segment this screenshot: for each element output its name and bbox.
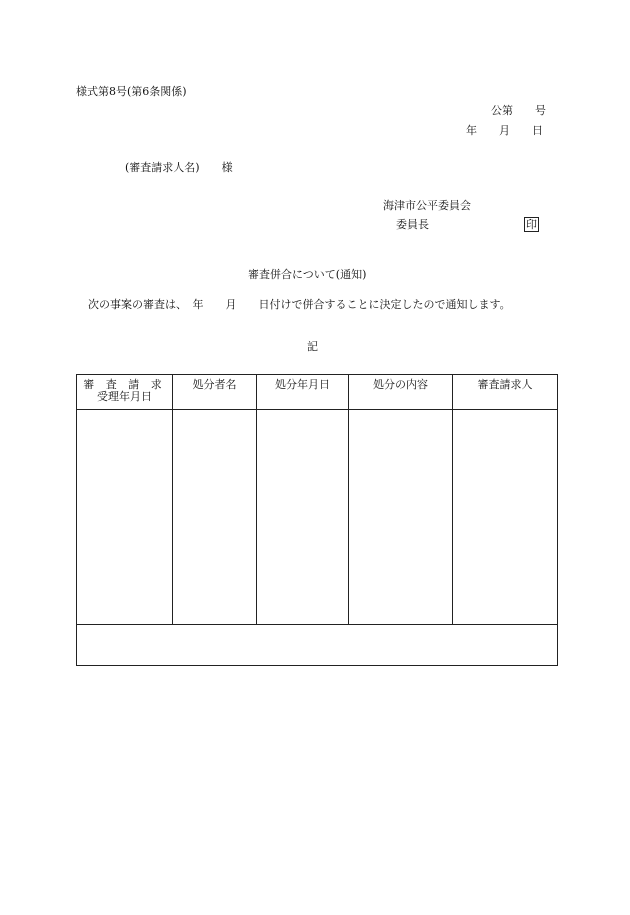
ki-heading: 記 xyxy=(307,340,318,353)
record-table xyxy=(76,374,558,666)
cell-requester[interactable] xyxy=(453,410,558,625)
table-header-row xyxy=(77,375,558,410)
sender-organization: 海津市公平委員会 xyxy=(383,199,471,212)
table-body-row xyxy=(77,410,558,625)
table-footer-row xyxy=(77,625,558,666)
sender-title: 委員長 xyxy=(396,218,429,231)
cell-disposition-date[interactable] xyxy=(257,410,349,625)
cell-receipt-date[interactable] xyxy=(77,410,173,625)
body-text: 次の事案の審査は、 年 月 日付けで併合することに決定したので通知します。 xyxy=(88,298,511,311)
addressee-name: (審査請求人名) xyxy=(125,161,200,174)
issue-date: 年 月 日 xyxy=(466,124,543,137)
header-disposer-name: 処分者名 xyxy=(173,375,257,410)
cell-disposer-name[interactable] xyxy=(173,410,257,625)
cell-disposition-content[interactable] xyxy=(349,410,453,625)
cell-remarks[interactable] xyxy=(77,625,558,666)
seal-mark xyxy=(524,217,539,232)
header-requester: 審査請求人 xyxy=(453,375,558,410)
document-number: 公第 号 xyxy=(491,104,546,117)
seal-mark-label: 印 xyxy=(526,218,537,231)
addressee-honorific: 様 xyxy=(221,161,233,174)
header-disposition-date: 処分年月日 xyxy=(257,375,349,410)
addressee xyxy=(125,161,233,175)
header-receipt-date: 審 査 請 求 受理年月日 xyxy=(77,375,173,410)
form-id: 様式第8号(第6条関係) xyxy=(76,85,187,98)
header-disposition-content: 処分の内容 xyxy=(349,375,453,410)
subject-title: 審査併合について(通知) xyxy=(248,268,367,281)
